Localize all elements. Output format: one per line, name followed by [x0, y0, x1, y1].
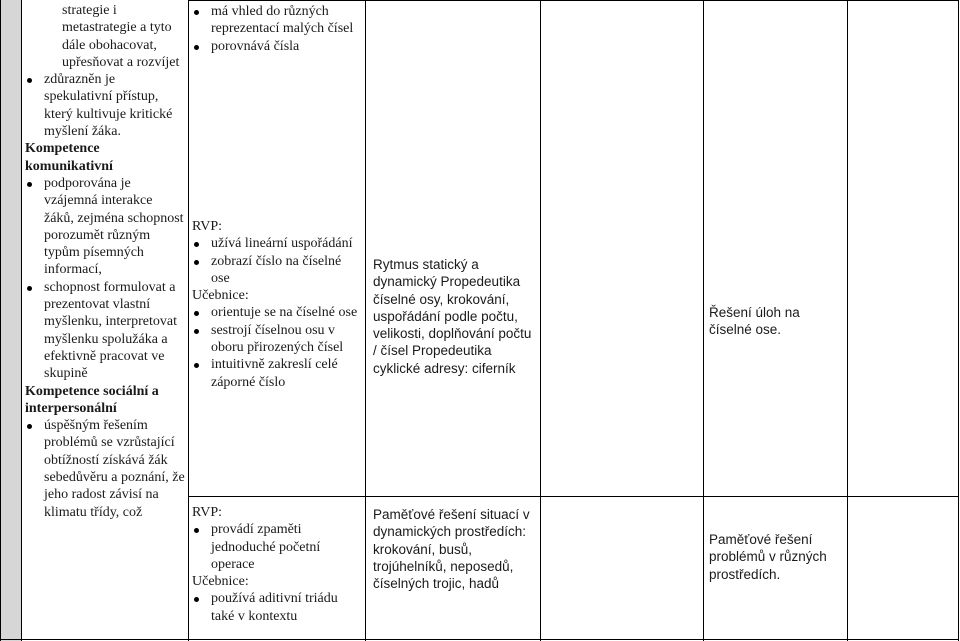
list-item: provádí zpaměti jednoduché početní operace	[192, 521, 362, 573]
column-divider-3	[365, 0, 366, 641]
row-border-top	[188, 0, 959, 1]
continued-text: strategie i metastrategie a tyto dále obohacovat, upřesňovat a rozvíjet	[62, 3, 180, 70]
list-item: orientuje se na číselné ose	[192, 304, 362, 321]
list-item: porovnává čísla	[192, 38, 362, 55]
list-item: zobrazí číslo na číselné ose	[192, 253, 362, 288]
outcomes-middle-cell	[192, 218, 362, 391]
list-item: zdůrazněn je spekulativní přístup, který kultivuje kritické myšlení žáka.	[25, 71, 185, 140]
list-item: sestrojí číselnou osu v oboru přirozených čísel	[192, 322, 362, 357]
column-divider-1	[21, 0, 22, 641]
social-list	[25, 417, 185, 521]
competences-list-top	[25, 71, 185, 140]
textbook-list	[192, 590, 362, 625]
list-item: má vhled do různých reprezentací malých čísel	[192, 3, 362, 38]
communicative-list	[25, 175, 185, 383]
outcomes-top-list	[192, 3, 362, 55]
textbook-list	[192, 304, 362, 390]
heading-communicative: Kompetence komunikativní	[25, 141, 113, 174]
list-item: používá aditivní triádu také v kontextu	[192, 590, 362, 625]
content-bottom-cell: Paměťové řešení situací v dynamických prostředích: krokování, busů, trojúhelníků, neposedů, číselných trojic, hadů	[373, 507, 530, 592]
row-divider	[188, 496, 959, 497]
list-item: schopnost formulovat a prezentovat vlastní myšlenku, interpretovat myšlenku spolužáka a efektivně pracovat ve skupině	[25, 279, 185, 383]
column-divider-5	[703, 0, 704, 641]
column-divider-6	[847, 0, 848, 641]
content-middle-cell: Rytmus statický a dynamický Propedeutika číselné osy, krokování, uspořádání podle počtu, velikosti, doplňování počtu / čísel Propedeutika cyklické adresy: ciferník	[373, 257, 532, 376]
table-border-right	[958, 0, 959, 641]
notes-bottom-cell: Paměťové řešení problémů v různých prostředích.	[709, 532, 827, 582]
outcomes-bottom-cell	[192, 504, 362, 625]
textbook-label: Učebnice:	[192, 574, 249, 590]
table-border-left	[0, 0, 1, 641]
competences-cell	[25, 2, 185, 521]
textbook-label: Učebnice:	[192, 288, 249, 304]
list-item: úspěšným řešením problémů se vzrůstající obtížností získává žák sebedůvěru a poznání, že jeho radost závisí na klimatu třídy, což	[25, 417, 185, 521]
left-margin-shade	[1, 0, 21, 641]
outcomes-top-cell	[192, 3, 362, 55]
rvp-list	[192, 235, 362, 287]
row-border-bottom	[0, 639, 959, 640]
notes-middle-cell: Řešení úloh na číselné ose.	[709, 305, 800, 338]
column-divider-2	[188, 0, 189, 641]
column-divider-4	[540, 0, 541, 641]
rvp-label: RVP:	[192, 219, 223, 234]
heading-social: Kompetence sociální a interpersonální	[25, 383, 159, 416]
list-item: užívá lineární uspořádání	[192, 235, 362, 252]
rvp-list	[192, 521, 362, 573]
list-item: podporována je vzájemná interakce žáků, zejména schopnost porozumět různým typům písemných informací,	[25, 175, 185, 279]
list-item: intuitivně zakreslí celé záporné číslo	[192, 356, 362, 391]
rvp-label: RVP:	[192, 505, 223, 520]
